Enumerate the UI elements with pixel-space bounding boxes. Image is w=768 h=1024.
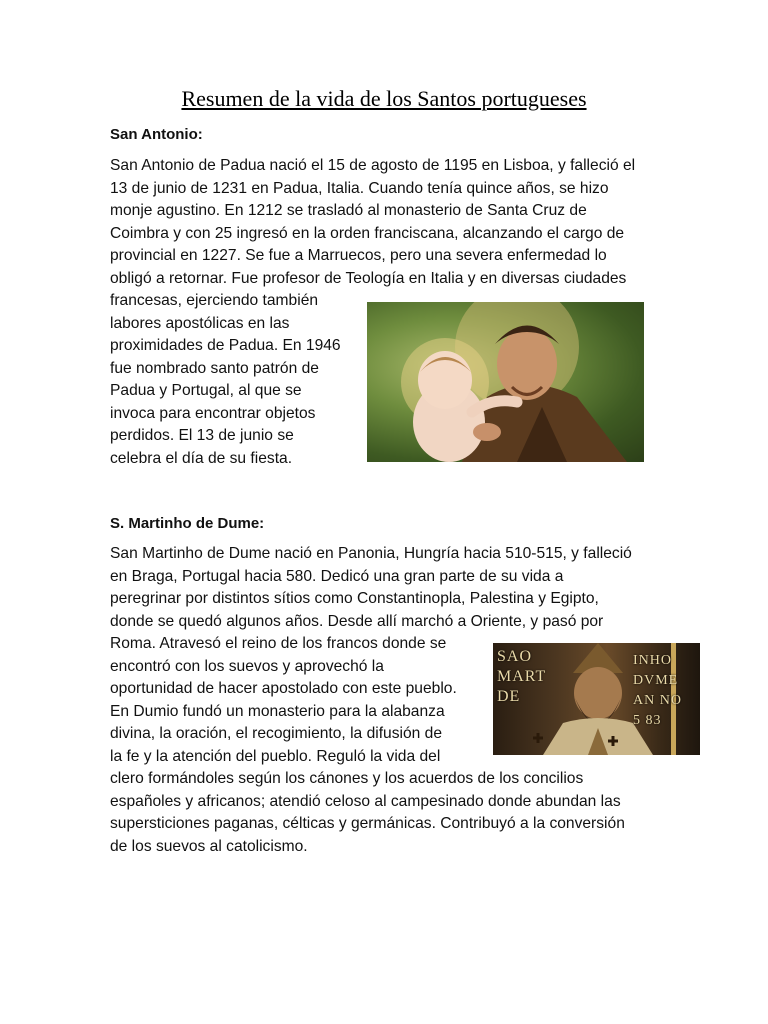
saint-anthony-painting <box>367 302 644 462</box>
saint-anthony-with-child-icon <box>367 302 644 462</box>
text-line: clero formándoles según los cánones y los acuerdos de los concilios <box>110 770 584 787</box>
text-line: fue nombrado santo patrón de <box>110 359 319 377</box>
san-antonio-paragraph-full <box>110 155 662 290</box>
martinho-paragraph-end <box>110 768 662 858</box>
text-line: españoles y africanos; atendió celoso al campesinado donde abundan las <box>110 792 621 810</box>
inscription-line: AN NO <box>633 693 682 708</box>
text-line: provincial en 1227. Se fue a Marruecos, pero una severa enfermedad lo <box>110 247 607 264</box>
text-line: proximidades de Padua. En 1946 <box>110 337 341 354</box>
inscription-line: SAO <box>497 648 533 665</box>
text-line: celebra el día de su fiesta. <box>110 449 293 467</box>
text-line: la fe y la atención del pueblo. Reguló la vida del <box>110 747 441 765</box>
text-line: 13 de junio de 1231 en Padua, Italia. Cuando tenía quince años, se hizo <box>110 179 609 197</box>
section-heading-martinho: S. Martinho de Dume: <box>110 515 265 532</box>
inscription-line: DVME <box>633 673 679 688</box>
san-antonio-paragraph-wrapped <box>110 290 355 470</box>
text-line: encontró con los suevos y aprovechó la <box>110 657 384 675</box>
section-heading-san-antonio: San Antonio: <box>110 126 203 143</box>
text-line: peregrinar por distintos sítios como Constantinopla, Palestina y Egipto, <box>110 590 599 607</box>
text-line: donde se quedó algunos años. Desde allí marchó a Oriente, y pasó por <box>110 612 604 630</box>
text-line: Padua y Portugal, al que se <box>110 382 302 399</box>
martinho-paragraph-wrapped <box>110 633 490 768</box>
text-line: Roma. Atravesó el reino de los francos donde se <box>110 635 447 652</box>
text-line: En Dumio fundó un monasterio para la alabanza <box>110 702 445 720</box>
martinho-paragraph-full <box>110 543 662 633</box>
text-line: oportunidad de hacer apostolado con este pueblo. <box>110 680 457 697</box>
text-line: Coimbra y con 25 ingresó en la orden franciscana, alcanzando el cargo de <box>110 224 625 242</box>
inscription-line: 5 83 <box>633 713 662 728</box>
text-line: de los suevos al catolicismo. <box>110 837 308 855</box>
text-line: divina, la oración, el recogimiento, la difusión de <box>110 725 442 742</box>
inscription-right <box>633 651 682 731</box>
inscription-left <box>497 647 546 707</box>
text-line: obligó a retornar. Fue profesor de Teología en Italia y en diversas ciudades <box>110 269 627 287</box>
text-line: francesas, ejerciendo también <box>110 292 319 309</box>
inscription-line: INHO <box>633 653 672 668</box>
text-line: San Martinho de Dume nació en Panonia, Hungría hacia 510-515, y falleció <box>110 545 632 562</box>
text-line: San Antonio de Padua nació el 15 de agosto de 1195 en Lisboa, y falleció el <box>110 157 636 174</box>
text-line: en Braga, Portugal hacia 580. Dedicó una gran parte de su vida a <box>110 567 564 585</box>
text-line: invoca para encontrar objetos <box>110 404 316 422</box>
text-line: perdidos. El 13 de junio se <box>110 427 294 444</box>
inscription-line: MART <box>497 668 547 685</box>
text-line: labores apostólicas en las <box>110 314 290 332</box>
text-line: monje agustino. En 1212 se trasladó al monasterio de Santa Cruz de <box>110 202 587 219</box>
text-line: supersticiones paganas, célticas y germánicas. Contribuyó a la conversión <box>110 815 625 832</box>
saint-martinho-portrait <box>493 643 700 755</box>
document-title: Resumen de la vida de los Santos portugueses <box>181 86 587 111</box>
inscription-line: DE <box>497 688 521 705</box>
